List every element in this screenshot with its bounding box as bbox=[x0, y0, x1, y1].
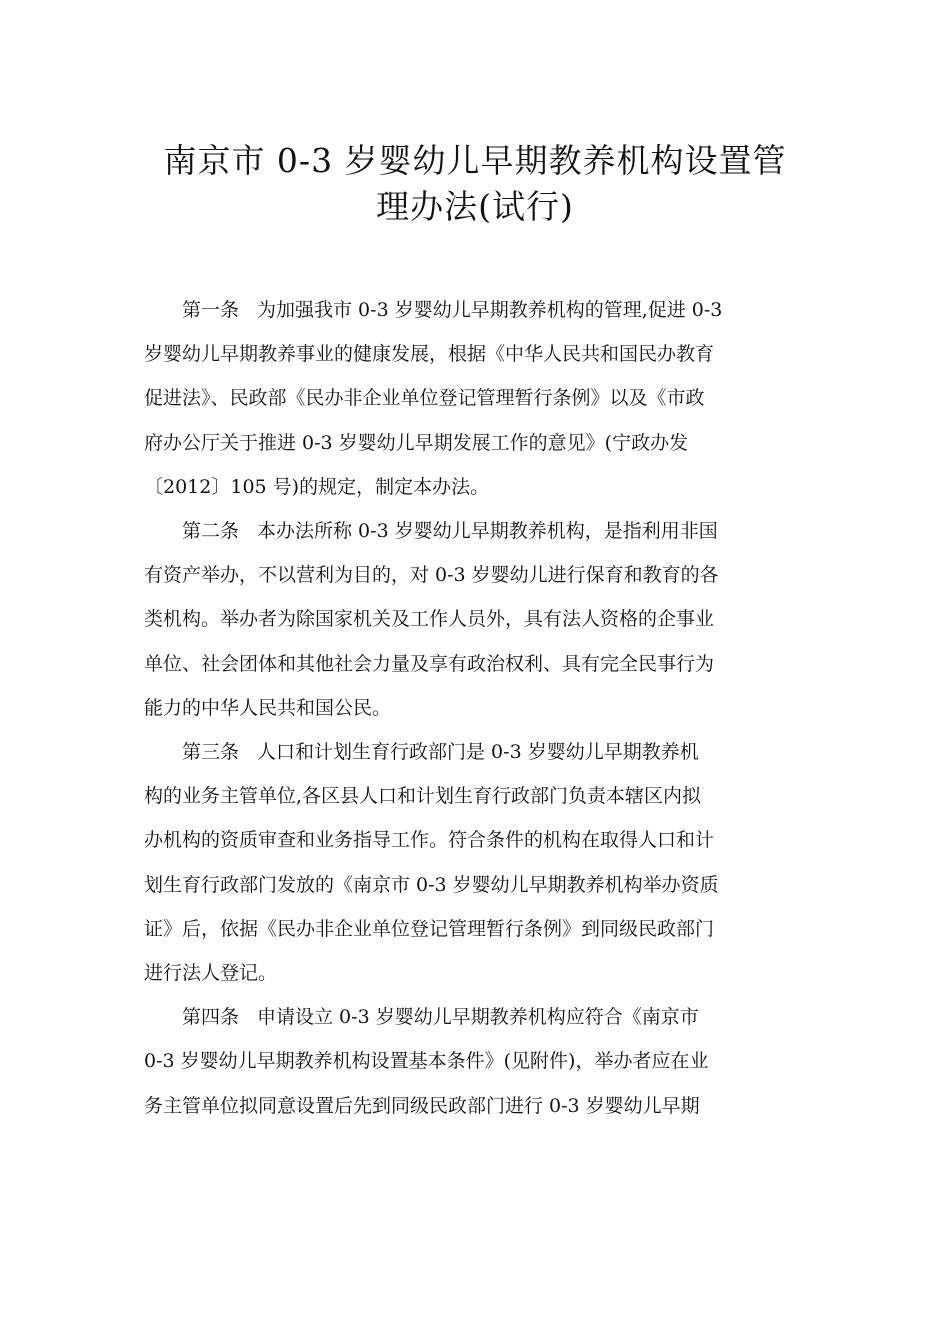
article-3-line-4: 划生育行政部门发放的《南京市 0-3 岁婴幼儿早期教养机构举办资质 bbox=[144, 873, 719, 896]
article-2-line-1 bbox=[144, 509, 808, 553]
article-3-line-5: 证》后，依据《民办非企业单位登记管理暂行条例》到同级民政部门 bbox=[144, 917, 715, 940]
article-3-line-1 bbox=[144, 730, 808, 774]
article-2-line-4: 单位、社会团体和其他社会力量及享有政治权利、具有完全民事行为 bbox=[144, 652, 715, 675]
article-3-line-2: 构的业务主管单位,各区县人口和计划生育行政部门负责本辖区内拟 bbox=[144, 785, 702, 808]
article-2-line-3: 类机构。举办者为除国家机关及工作人员外，具有法人资格的企事业 bbox=[144, 608, 715, 631]
article-2-heading: 第二条 bbox=[182, 520, 240, 543]
article-1-heading: 第一条 bbox=[182, 299, 240, 321]
article-4-line-3: 务主管单位拟同意设置后先到同级民政部门进行 0-3 岁婴幼儿早期 bbox=[144, 1094, 700, 1117]
article-3-line-6: 进行法人登记。 bbox=[144, 962, 278, 985]
document-body bbox=[144, 288, 808, 1128]
article-1-line-5: 〔2012〕105 号)的规定，制定本办法。 bbox=[144, 475, 490, 498]
article-2-line-2: 有资产举办，不以营利为目的，对 0-3 岁婴幼儿进行保育和教育的各 bbox=[144, 564, 719, 587]
document-title bbox=[140, 138, 810, 230]
article-3-heading: 第三条 bbox=[182, 741, 240, 764]
article-1-text-1: 为加强我市 0-3 岁婴幼儿早期教养机构的管理,促进 0-3 bbox=[257, 299, 723, 321]
article-4-text-1: 申请设立 0-3 岁婴幼儿早期教养机构应符合《南京市 bbox=[257, 1006, 699, 1029]
article-1-line-3: 促进法》、民政部《民办非企业单位登记管理暂行条例》以及《市政 bbox=[144, 387, 705, 410]
article-4 bbox=[144, 995, 808, 1128]
article-4-line-1 bbox=[144, 995, 808, 1039]
article-3-line-3: 办机构的资质审查和业务指导工作。符合条件的机构在取得人口和计 bbox=[144, 829, 715, 852]
article-2-line-5: 能力的中华人民共和国公民。 bbox=[144, 696, 392, 719]
article-1 bbox=[144, 288, 808, 509]
article-1-line-1 bbox=[144, 288, 808, 332]
article-1-line-2: 岁婴幼儿早期教养事业的健康发展，根据《中华人民共和国民办教育 bbox=[144, 343, 715, 366]
article-3 bbox=[144, 730, 808, 995]
article-2 bbox=[144, 509, 808, 730]
title-line-1: 南京市 0-3 岁婴幼儿早期教养机构设置管 bbox=[163, 141, 787, 180]
article-2-text-1: 本办法所称 0-3 岁婴幼儿早期教养机构，是指利用非国 bbox=[257, 520, 718, 543]
article-1-line-4: 府办公厅关于推进 0-3 岁婴幼儿早期发展工作的意见》(宁政办发 bbox=[144, 431, 689, 454]
article-3-text-1: 人口和计划生育行政部门是 0-3 岁婴幼儿早期教养机 bbox=[257, 741, 699, 764]
title-line-2: 理办法(试行) bbox=[376, 187, 574, 226]
article-4-line-2: 0-3 岁婴幼儿早期教养机构设置基本条件》(见附件)，举办者应在业 bbox=[144, 1050, 709, 1073]
article-4-heading: 第四条 bbox=[182, 1006, 240, 1029]
